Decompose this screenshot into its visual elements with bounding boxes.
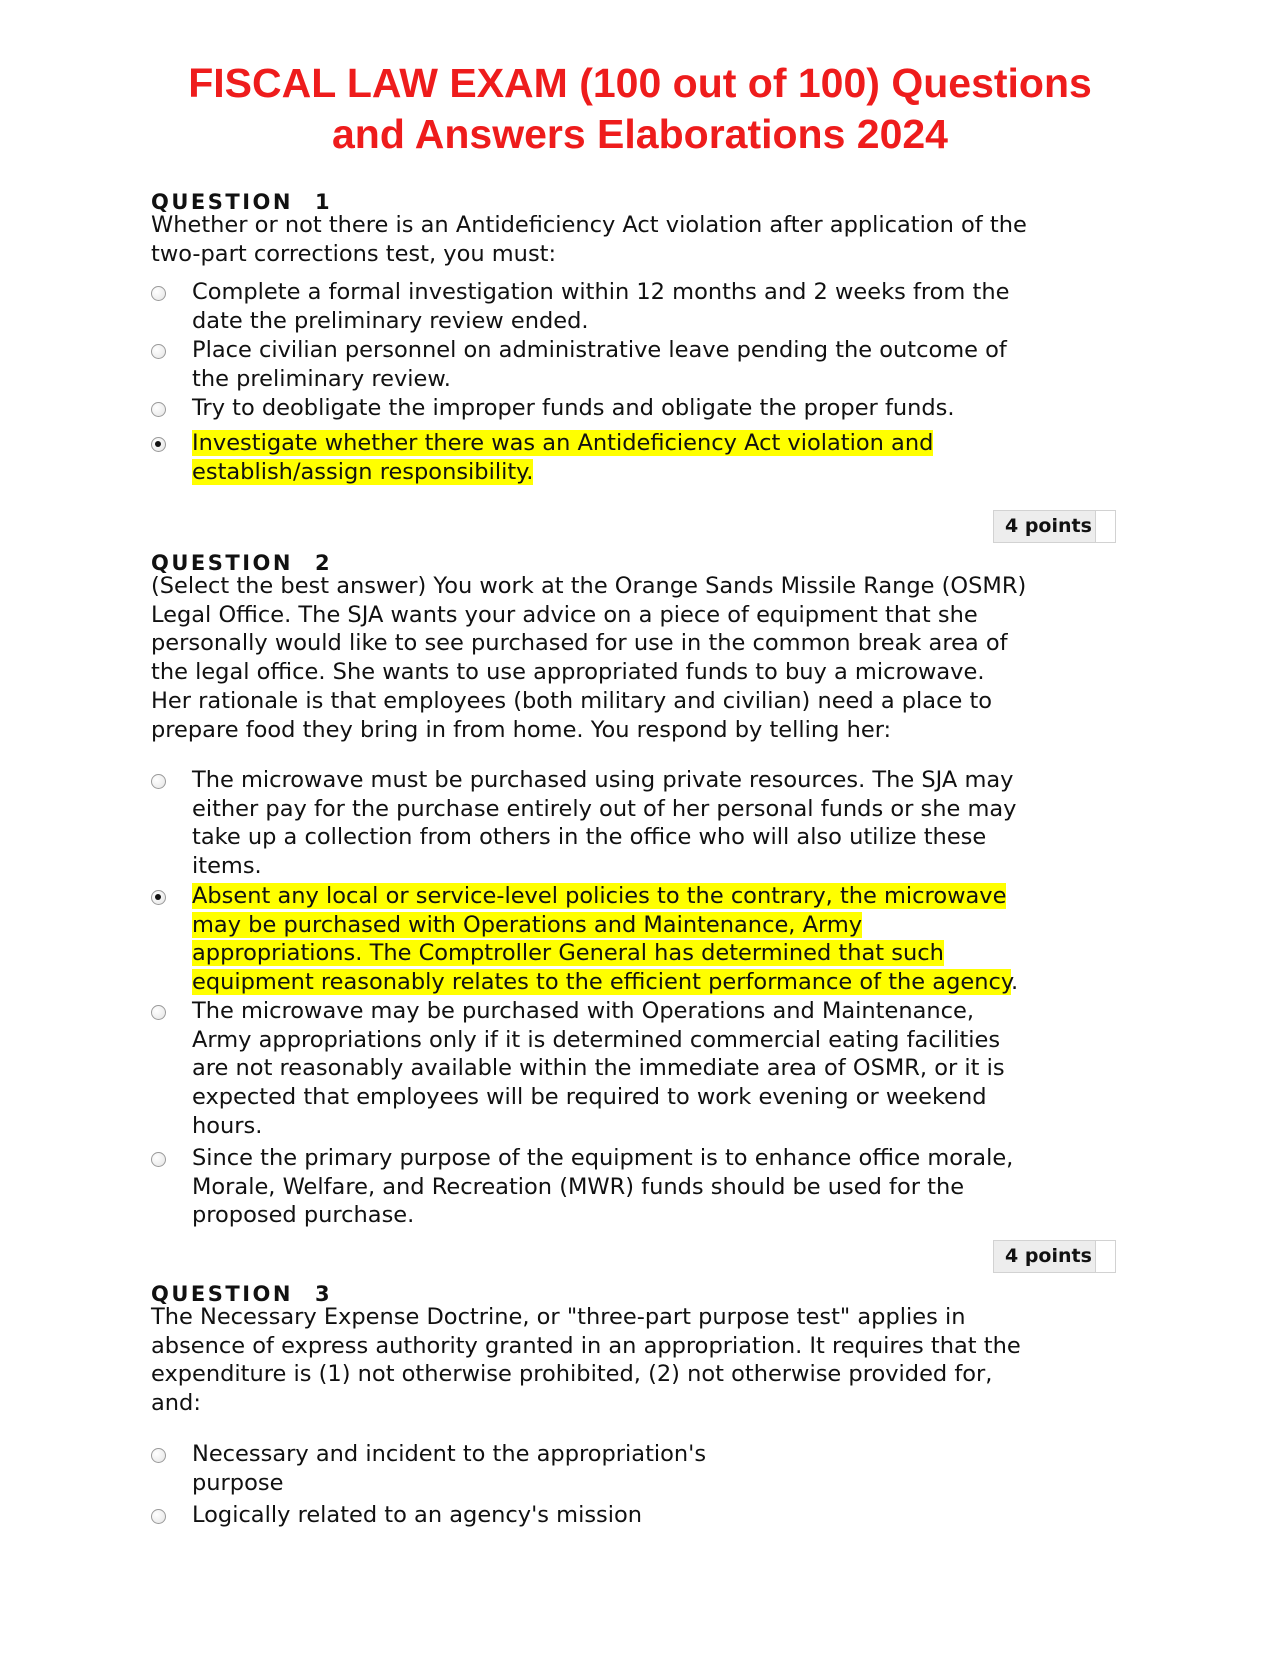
radio-button-icon[interactable] — [151, 1152, 166, 1167]
question-text-line: personally would like to see purchased for use in the common break area of — [151, 630, 1008, 657]
option-text: Logically related to an agency's mission — [192, 1502, 643, 1528]
question-number: 2 — [314, 551, 333, 575]
highlighted-answer: equipment reasonably relates to the efficient performance of the agency — [192, 969, 1011, 996]
points-label: 4 points — [994, 511, 1096, 542]
question-2-option-2[interactable] — [151, 882, 1101, 997]
option-text: Complete a formal investigation within 12 months and 2 weeks from the date the preliminary review ended. — [192, 279, 1010, 334]
question-label: QUESTION — [151, 190, 293, 214]
question-3-option-2[interactable] — [151, 1501, 1101, 1530]
question-text-line: Whether or not there is an Antideficiency Act violation after application of the — [151, 212, 1027, 238]
question-2-option-4[interactable] — [151, 1144, 1101, 1230]
radio-button-icon[interactable] — [151, 1448, 166, 1463]
radio-button-icon[interactable] — [151, 286, 166, 301]
question-number: 3 — [314, 1282, 333, 1306]
question-2-option-3[interactable] — [151, 997, 1101, 1141]
highlighted-answer: appropriations. The Comptroller General has determined that such — [192, 940, 944, 967]
option-text: Place civilian personnel on administrative leave pending the outcome of the preliminary review. — [192, 337, 1007, 392]
question-1-option-4[interactable] — [151, 429, 1101, 486]
radio-button-icon[interactable] — [151, 1005, 166, 1020]
option-text: Necessary and incident to the appropriation's purpose — [192, 1441, 707, 1496]
title-line-1: FISCAL LAW EXAM (100 out of 100) Questions — [188, 60, 1092, 106]
points-badge — [993, 1240, 1116, 1273]
question-number: 1 — [314, 190, 333, 214]
question-3-text — [151, 1303, 1091, 1418]
radio-button-selected-icon[interactable] — [151, 437, 166, 452]
question-text-line: Her rationale is that employees (both military and civilian) need a place to — [151, 687, 993, 714]
question-text-line: absence of express authority granted in an appropriation. It requires that the — [151, 1332, 1021, 1359]
question-2-text — [151, 572, 1091, 744]
highlighted-answer: may be purchased with Operations and Maintenance, Army — [192, 911, 863, 938]
radio-button-icon[interactable] — [151, 1509, 166, 1524]
radio-button-icon[interactable] — [151, 774, 166, 789]
question-3-option-1[interactable] — [151, 1440, 1101, 1497]
option-text: Since the primary purpose of the equipment is to enhance office morale, Morale, Welfare, and Recreation (MWR) funds should be used for the proposed purchase. — [192, 1145, 1014, 1229]
question-text-line: (Select the best answer) You work at the Orange Sands Missile Range (OSMR) — [151, 573, 1027, 599]
question-1-text — [151, 211, 1091, 268]
points-label: 4 points — [994, 1241, 1096, 1272]
document-title — [140, 58, 1140, 160]
option-text — [192, 882, 1092, 997]
question-1-option-3[interactable] — [151, 394, 1101, 423]
question-1-option-2[interactable] — [151, 336, 1101, 393]
option-text: Try to deobligate the improper funds and obligate the proper funds. — [192, 395, 955, 421]
title-line-2: and Answers Elaborations 2024 — [332, 111, 948, 157]
option-text: The microwave must be purchased using private resources. The SJA may either pay for the purchase entirely out of her personal funds or she may take up a collection from others in the office who will also utilize these items. — [192, 767, 1017, 880]
question-text-line: expenditure is (1) not otherwise prohibited, (2) not otherwise provided for, — [151, 1361, 993, 1388]
radio-button-icon[interactable] — [151, 344, 166, 359]
question-2-option-1[interactable] — [151, 766, 1101, 881]
question-text-line: Legal Office. The SJA wants your advice on a piece of equipment that she — [151, 601, 978, 628]
question-label: QUESTION — [151, 551, 293, 575]
question-text-line: the legal office. She wants to use appropriated funds to buy a microwave. — [151, 659, 985, 686]
question-text-line: The Necessary Expense Doctrine, or "three-part purpose test" applies in — [151, 1304, 966, 1330]
highlighted-answer: Absent any local or service-level policies to the contrary, the microwave — [192, 883, 1007, 909]
highlighted-answer: establish/assign responsibility. — [192, 458, 534, 485]
option-text — [192, 429, 1092, 486]
points-badge — [993, 510, 1116, 543]
question-text-line: two-part corrections test, you must: — [151, 240, 557, 267]
question-text-line: and: — [151, 1390, 201, 1417]
radio-button-selected-icon[interactable] — [151, 890, 166, 905]
highlighted-answer: Investigate whether there was an Antideficiency Act violation and — [192, 430, 934, 456]
option-text: The microwave may be purchased with Operations and Maintenance, Army appropriations only if it is determined commercial eating facilities are not reasonably available within the immediate area of OSMR, or it is expected that employees will be required to work evening or weekend hours. — [192, 998, 1005, 1139]
radio-button-icon[interactable] — [151, 402, 166, 417]
trailing-period: . — [1010, 969, 1019, 996]
question-label: QUESTION — [151, 1282, 293, 1306]
question-text-line: prepare food they bring in from home. You respond by telling her: — [151, 716, 892, 743]
question-1-option-1[interactable] — [151, 278, 1101, 335]
